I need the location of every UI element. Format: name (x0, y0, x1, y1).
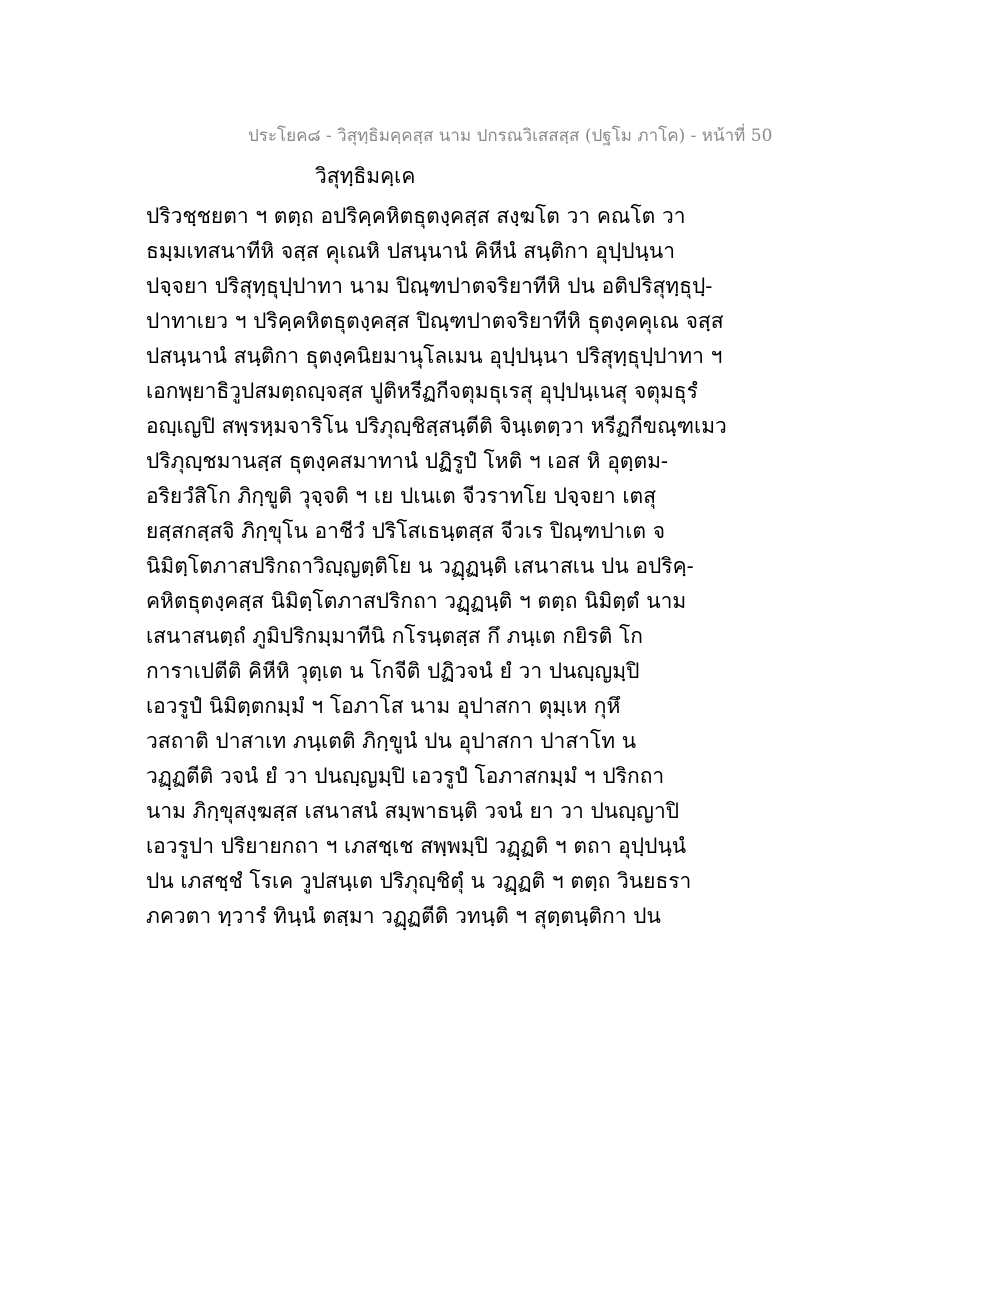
running-header: ประโยค๘ - วิสุทฺธิมคฺคสฺส นาม ปกรณวิเสสสฺส (ปฐโม ภาโค) - หน้าที่ 50 (248, 126, 773, 146)
text-line: วสถาติ ปาสาเท ภนฺเตติ ภิกฺขูนํ ปน อุปาสกา ปาสาโท น (146, 729, 637, 753)
text-line: นาม ภิกฺขุสงฺฆสฺส เสนาสนํ สมฺพาธนฺติ วจนํ ยา วา ปนญฺญาปิ (146, 799, 680, 823)
text-line: อญฺเญปิ สพฺรหฺมจาริโน ปริภุญฺชิสฺสนฺตีติ จินฺเตตฺวา หรีฏกีขณฺฑเมว (146, 414, 727, 438)
text-line: เอวรูปํ นิมิตฺตกมฺมํ ฯ โอภาโส นาม อุปาสกา ตุมฺเห กุหึ (146, 694, 621, 718)
text-line: ปจฺจยา ปริสุทฺธุปฺปาทา นาม ปิณฺฑปาตจริยาทีหิ ปน อติปริสุทฺธุปฺ- (146, 274, 713, 298)
text-line: คหิตธุตงฺคสฺส นิมิตฺโตภาสปริกถา วฏฺฏนฺติ ฯ ตตฺถ นิมิตฺตํ นาม (146, 589, 687, 613)
text-line: ปน เภสชฺชํ โรเค วูปสนฺเต ปริภุญฺชิตุํ น วฏฺฏติ ฯ ตตฺถ วินยธรา (146, 869, 692, 893)
text-line: การาเปตีติ คิหีหิ วุตฺเต น โกจีติ ปฏิวจนํ ยํ วา ปนญฺญมฺปิ (146, 659, 640, 683)
text-line: เสนาสนตฺถํ ภูมิปริกมฺมาทีนิ กโรนฺตสฺส กึ ภนฺเต กยิรติ โก (146, 624, 643, 648)
text-line: เอกพฺยาธิวูปสมตฺถญฺจสฺส ปูติหรีฏกีจตุมธุเรสุ อุปฺปนฺเนสุ จตุมธุรํ (146, 379, 698, 403)
text-line: นิมิตฺโตภาสปริกถาวิญฺญตฺติโย น วฏฺฏนฺติ เสนาสเน ปน อปริคฺ- (146, 554, 694, 578)
text-line: ปริวชฺชยตา ฯ ตตฺถ อปริคฺคหิตธุตงฺคสฺส สงฺฆโต วา คณโต วา (146, 204, 686, 228)
book-title: วิสุทฺธิมคฺเค (315, 164, 416, 188)
text-line: เอวรูปา ปริยายกถา ฯ เภสชฺเช สพฺพมฺปิ วฏฺฏติ ฯ ตถา อุปฺปนฺนํ (146, 834, 687, 858)
body-text (146, 201, 866, 936)
text-line: ภควตา ทฺวารํ ทินฺนํ ตสฺมา วฏฺฏตีติ วทนฺติ ฯ สุตฺตนฺติกา ปน (146, 904, 661, 928)
text-line: วฏฺฏตีติ วจนํ ยํ วา ปนญฺญมฺปิ เอวรูปํ โอภาสกมฺมํ ฯ ปริกถา (146, 764, 665, 788)
text-line: ปริภุญฺชมานสฺส ธุตงฺคสมาทานํ ปฏิรูปํ โหติ ฯ เอส หิ อุตฺตม- (146, 449, 669, 473)
text-line: อริยวํสิโก ภิกฺขูติ วุจฺจติ ฯ เย ปเนเต จีวราทโย ปจฺจยา เตสุ (146, 484, 657, 508)
text-line: ธมฺมเทสนาทีหิ จสฺส คุเณหิ ปสนฺนานํ คิหีนํ สนฺติกา อุปฺปนฺนา (146, 239, 676, 263)
text-line: ปสนฺนานํ สนฺติกา ธุตงฺคนิยมานุโลเมน อุปฺปนฺนา ปริสุทฺธุปฺปาทา ฯ (146, 344, 723, 368)
text-line: ปาทาเยว ฯ ปริคฺคหิตธุตงฺคสฺส ปิณฺฑปาตจริยาทีหิ ธุตงฺคคุเณ จสฺส (146, 309, 724, 333)
text-line: ยสฺสกสฺสจิ ภิกฺขุโน อาชีวํ ปริโสเธนฺตสฺส จีวเร ปิณฺฑปาเต จ (146, 519, 666, 543)
